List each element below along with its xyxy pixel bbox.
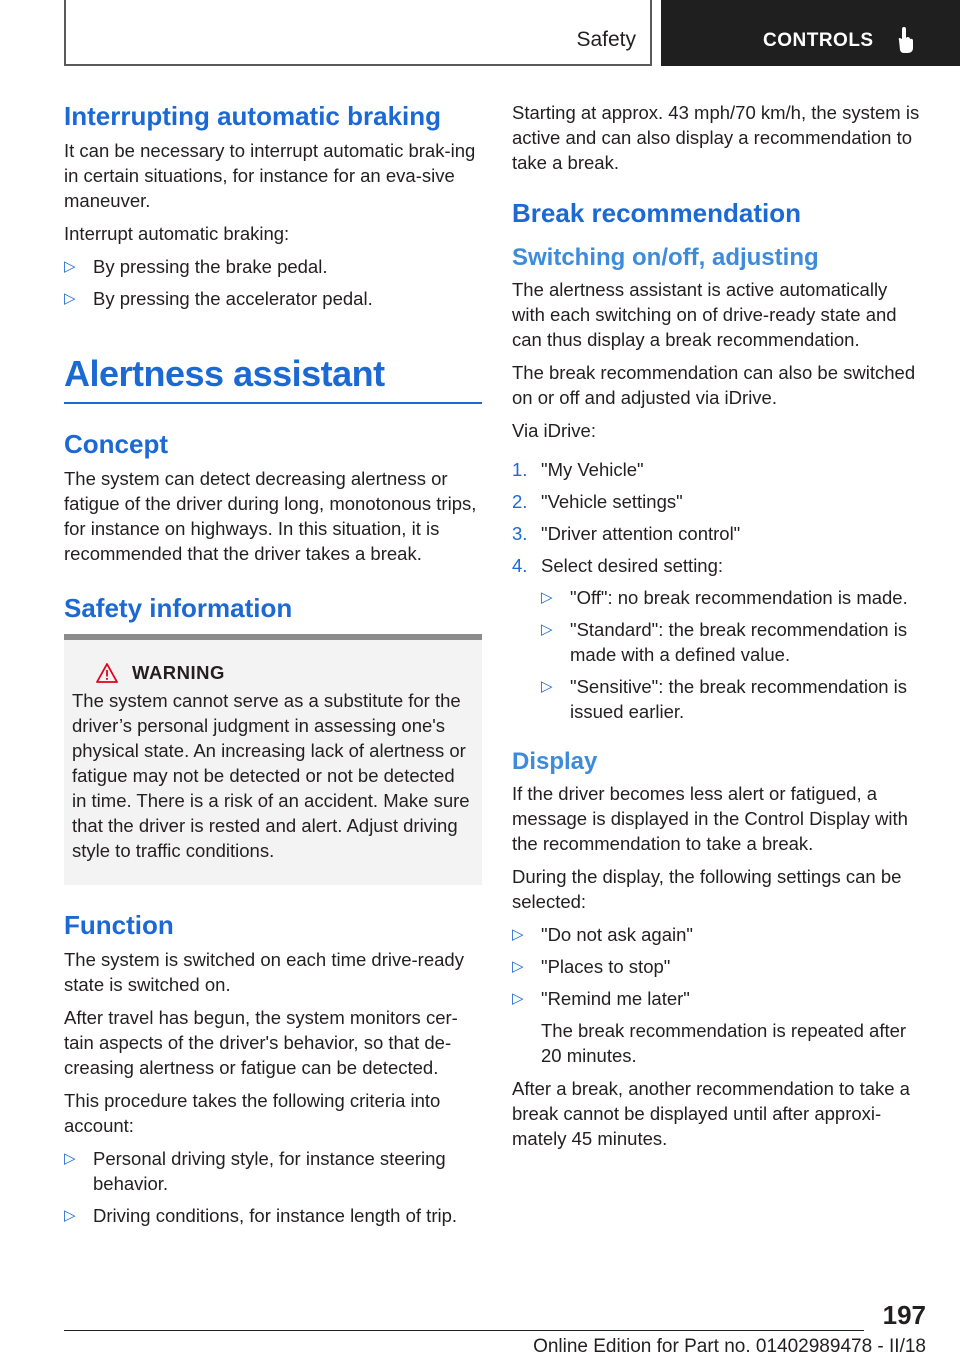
interrupt-heading: Interrupting automatic braking	[64, 101, 442, 131]
list-item	[512, 986, 924, 1011]
list-item-text: Select desired setting:	[541, 555, 724, 576]
list-item-text: "Remind me later"	[541, 988, 690, 1009]
list-item	[512, 457, 924, 482]
page-number: 197	[882, 1300, 926, 1330]
alertness-heading: Alertness assistant	[64, 353, 385, 394]
left-column	[64, 100, 482, 1235]
warning-triangle-icon	[96, 663, 118, 683]
triangle-bullet-icon: ▷	[541, 621, 553, 638]
function-heading: Function	[64, 910, 174, 940]
list-item	[541, 617, 924, 667]
footer-edition: Online Edition for Part no. 01402989478 - II/18	[533, 1336, 926, 1357]
list-item-text: "Do not ask again"	[541, 924, 693, 945]
criteria-list	[64, 1146, 482, 1228]
section-title: Safety	[576, 28, 636, 51]
triangle-bullet-icon: ▷	[64, 1150, 76, 1167]
idrive-steps	[512, 457, 924, 724]
list-item-text: By pressing the accelerator pedal.	[93, 288, 373, 309]
warning-title	[72, 662, 474, 684]
list-item	[541, 674, 924, 724]
triangle-bullet-icon: ▷	[541, 589, 553, 606]
list-item-text: "Driver attention control"	[541, 523, 741, 544]
triangle-bullet-icon: ▷	[512, 958, 524, 975]
interrupt-intro: Interrupt automatic braking:	[64, 223, 290, 244]
warning-box	[64, 634, 482, 885]
list-item	[512, 954, 924, 979]
concept-paragraph: The system can detect decreasing alertness or fatigue of the driver during long, monotonous trips, for instance on highways. In this situation, it is recommended that the driver takes a break.	[64, 468, 477, 564]
display-paragraph-1: If the driver becomes less alert or fatigued, a message is displayed in the Control Display with the recommendation to take a break.	[512, 783, 908, 854]
triangle-bullet-icon: ▷	[64, 1207, 76, 1224]
step-number: 4.	[512, 555, 528, 576]
right-column	[512, 100, 924, 1159]
interrupt-paragraph: It can be necessary to interrupt automatic brak-ing in certain situations, for instance for an eva-sive maneuver.	[64, 140, 476, 211]
concept-heading: Concept	[64, 429, 168, 459]
warning-text: The system cannot serve as a substitute for the driver’s personal judgment in assessing one's physical state. An increasing lack of alertness or fatigue may not be detected or not be detected in time. There is a risk of an accident. Make sure that the driver is rested and alert. Adjust driving style to traffic conditions.	[72, 690, 470, 861]
list-item	[64, 254, 482, 279]
step-number: 1.	[512, 459, 528, 480]
safety-heading: Safety information	[64, 593, 293, 623]
chapter-tab-label: CONTROLS	[763, 30, 874, 51]
display-heading: Display	[512, 748, 598, 775]
triangle-bullet-icon: ▷	[512, 990, 524, 1007]
list-item-text: "Vehicle settings"	[541, 491, 683, 512]
list-item-text: Personal driving style, for instance steering behavior.	[93, 1148, 446, 1194]
list-item-text: "Sensitive": the break recommendation is issued earlier.	[570, 676, 908, 722]
setting-options	[541, 585, 924, 724]
switching-paragraph-2: The break recommendation can also be switched on or off and adjusted via iDrive.	[512, 362, 916, 408]
display-paragraph-3: After a break, another recommendation to take a break cannot be displayed until after approxi-mately 45 minutes.	[512, 1078, 910, 1149]
function-paragraph-1: The system is switched on each time drive-ready state is switched on.	[64, 949, 464, 995]
list-item-text: "Standard": the break recommendation is made with a defined value.	[570, 619, 908, 665]
page-header	[64, 0, 960, 66]
switching-heading: Switching on/off, adjusting	[512, 244, 819, 271]
list-item-text: "Places to stop"	[541, 956, 671, 977]
list-item	[64, 1146, 482, 1196]
list-item	[512, 489, 924, 514]
list-item-text: By pressing the brake pedal.	[93, 256, 328, 277]
switching-paragraph-3: Via iDrive:	[512, 420, 596, 441]
activation-paragraph: Starting at approx. 43 mph/70 km/h, the system is active and can also display a recommendation to take a break.	[512, 102, 920, 173]
header-frame	[64, 0, 652, 66]
triangle-bullet-icon: ▷	[512, 926, 524, 943]
footer-rule	[64, 1330, 864, 1331]
switching-paragraph-1: The alertness assistant is active automatically with each switching on of drive-ready state and can thus display a break recommendation.	[512, 279, 897, 350]
triangle-bullet-icon: ▷	[64, 290, 76, 307]
list-item	[512, 922, 924, 947]
function-paragraph-2: After travel has begun, the system monitors cer-tain aspects of the driver's behavior, so that de-creasing alertness or fatigue can be detected.	[64, 1007, 458, 1078]
list-item-text: "My Vehicle"	[541, 459, 644, 480]
display-paragraph-2: During the display, the following settings can be selected:	[512, 866, 902, 912]
step-number: 2.	[512, 491, 528, 512]
list-item-text: "Off": no break recommendation is made.	[570, 587, 908, 608]
step-number: 3.	[512, 523, 528, 544]
list-item-text: Driving conditions, for instance length of trip.	[93, 1205, 458, 1226]
triangle-bullet-icon: ▷	[64, 258, 76, 275]
interrupt-list	[64, 254, 482, 311]
list-item	[64, 1203, 482, 1228]
hand-pointer-icon	[895, 26, 917, 54]
triangle-bullet-icon: ▷	[541, 678, 553, 695]
warning-label: WARNING	[132, 662, 225, 683]
display-options	[512, 922, 924, 1011]
list-item	[541, 585, 924, 610]
remind-note: The break recommendation is repeated after 20 minutes.	[541, 1020, 907, 1066]
chapter-tab	[661, 0, 960, 66]
break-heading: Break recommendation	[512, 198, 801, 228]
list-item	[512, 521, 924, 546]
list-item	[64, 286, 482, 311]
list-item	[512, 553, 924, 724]
function-paragraph-3: This procedure takes the following criteria into account:	[64, 1090, 441, 1136]
